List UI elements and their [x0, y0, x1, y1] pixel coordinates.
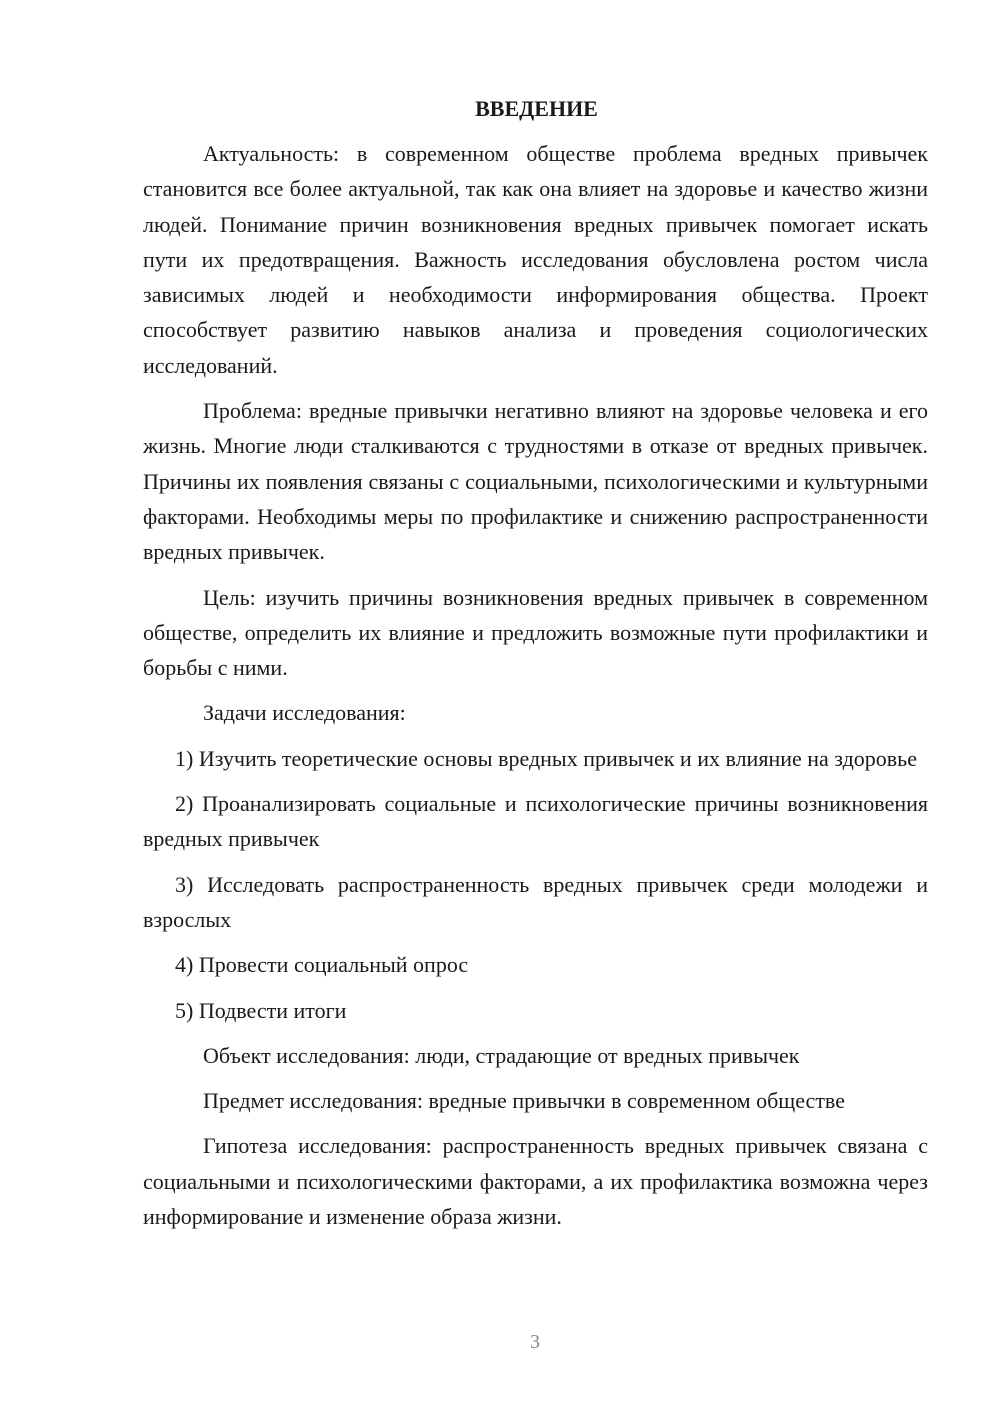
task-item-1: 1) Изучить теоретические основы вредных привычек и их влияние на здоровье: [175, 745, 917, 771]
document-body: [143, 91, 928, 1244]
page-title: ВВЕДЕНИЕ: [475, 96, 598, 121]
page-number: 3: [530, 1331, 540, 1353]
task-item-3: 3) Исследовать распространенность вредных привычек среди молодежи и взрослых: [143, 871, 928, 932]
tasks-heading: Задачи исследования:: [203, 700, 406, 726]
relevance-paragraph: Актуальность: в современном обществе проблема вредных привычек становится все более актуальной, так как она влияет на здоровье и качество жизни людей. Понимание причин возникновения вредных привычек помогает искать пути их предотвращения. Важность исследования обусловлена ростом числа зависимых людей и необходимости информирования общества. Проект способствует развитию навыков анализа и проведения социологических исследований.: [143, 141, 928, 378]
problem-paragraph: Проблема: вредные привычки негативно влияют на здоровье человека и его жизнь. Многие люди сталкиваются с трудностями в отказе от вредных привычек. Причины их появления связаны с социальными, психологическими и культурными факторами. Необходимы меры по профилактике и снижению распространенности вредных привычек.: [143, 398, 928, 565]
research-object: Объект исследования: люди, страдающие от вредных привычек: [203, 1042, 800, 1068]
task-item-4: 4) Провести социальный опрос: [175, 952, 469, 978]
task-item-2: 2) Проанализировать социальные и психологические причины возникновения вредных привычек: [143, 791, 928, 852]
goal-paragraph: Цель: изучить причины возникновения вредных привычек в современном обществе, определить их влияние и предложить возможные пути профилактики и борьбы с ними.: [143, 584, 928, 681]
research-subject: Предмет исследования: вредные привычки в современном обществе: [203, 1088, 845, 1114]
hypothesis-paragraph: Гипотеза исследования: распространенность вредных привычек связана с социальными и психологическими факторами, а их профилактика возможна через информирование и изменение образа жизни.: [143, 1133, 928, 1230]
task-item-5: 5) Подвести итоги: [175, 997, 347, 1023]
